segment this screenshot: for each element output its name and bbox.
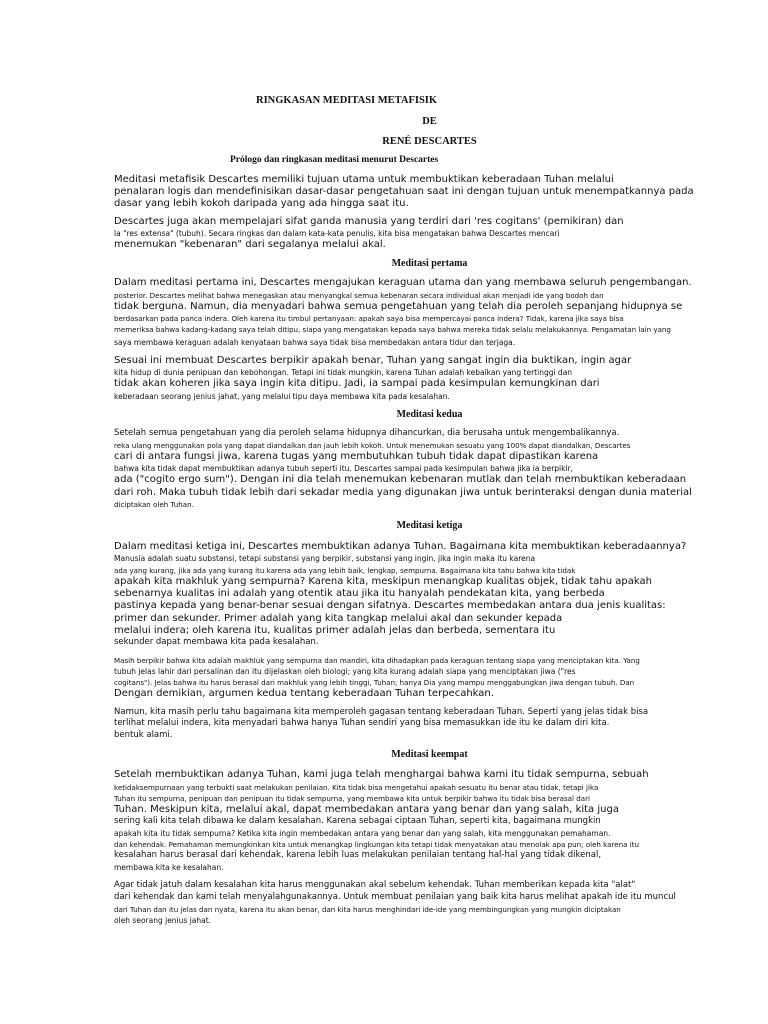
meditasi-ketiga-paragraph-2: Masih berpikir bahwa kita adalah makhluk yang sempurna dan mandiri, kita dihadapkan pada keraguan tentang siapa yang menciptakan kita. Yang tubuh jelas lahir dari persalinan dan itu dijelaskan oleh biologi; yang kita kurang adalah siapa yang menciptakan jiwa ("res cogitans"). Jelas bahwa itu harus berasal dari makhluk yang lebih tinggi, Tuhan; hanya Dia yang mampu menggabungkan jiwa dengan tubuh. Dan Dengan demikian, argumen kedua tentang keberadaan Tuhan terpecahkan. [114,655,640,700]
intro-paragraph: Meditasi metafisik Descartes memiliki tujuan utama untuk membuktikan keberadaan Tuhan melalui penalaran logis dan mendefinisikan dasar-dasar pengetahuan saat ini dengan tujuan untuk menempatkannya pada dasar yang lebih kokoh daripada yang ada hingga saat itu. [114,174,694,210]
meditasi-ketiga-paragraph-1: Dalam meditasi ketiga ini, Descartes membuktikan adanya Tuhan. Bagaimana kita membuktikan keberadaannya? Manusia adalah suatu substansi, tetapi substansi yang berpikir, substansi yang ingin, jika ingin maka itu karena ada yang kurang, jika ada yang kurang itu karena ada yang lebih baik, lengkap, sempurna. Bagaimana kita tahu bahwa kita tidak apakah kita makhluk yang sempurna? Karena kita, meskipun menangkap kualitas objek, tidak tahu apakah sebenarnya kualitas ini adalah yang otentik atau jika itu hanyalah pendekatan kita, yang berbeda pastinya kepada yang benar-benar sesuai dengan sifatnya. Descartes membedakan antara dua jenis kualitas: primer dan sekunder. Primer adalah yang kita tangkap melalui akal dan sekunder kepada melalui indera; oleh karena itu, kualitas primer adalah jelas dan berbeda, sementara itu sekunder dapat membawa kita pada kesalahan. [114,541,687,647]
meditasi-kedua-paragraph: Setelah semua pengetahuan yang dia peroleh selama hidupnya dihancurkan, dia berusaha untuk mengembalikannya. reka ulang menggunakan pola yang dapat diandalkan dan jauh lebih kokoh. Untuk menemukan sesuatu yang 100% dapat diandalkan, Descartes cari di antara fungsi jiwa, karena tugas yang membutuhkan tubuh tidak dapat dipastikan karena bahwa kita tidak dapat membuktikan adanya tubuh seperti itu. Descartes sampai pada kesimpulan bahwa jika ia berpikir, ada ("cogito ergo sum"). Dengan ini dia telah menemukan kebenaran mutlak dan telah membuktikan keberadaan dari roh. Maka tubuh tidak lebih dari sekadar media yang digunakan jiwa untuk berinteraksi dengan dunia material diciptakan oleh Tuhan. [114,428,692,509]
document-de: DE [422,115,437,127]
meditasi-ketiga-paragraph-3: Namun, kita masih perlu tahu bagaimana kita memperoleh gagasan tentang keberadaan Tuhan. Seperti yang jelas tidak bisa terlihat melalui indera, kita menyadari bahwa hanya Tuhan sendiri yang bisa memasukkan ide itu ke dalam diri kita. bentuk alami. [114,706,649,740]
meditasi-keempat-paragraph-2: Agar tidak jatuh dalam kesalahan kita harus menggunakan akal sebelum kehendak. Tuhan memberikan kepada kita "alat" dari kehendak dan kami telah menyalahgunakannya. Untuk membuat penilaian yang baik kita harus melihat apakah ide itu muncul dari Tuhan dan itu jelas dan nyata, karena itu akan benar, dan kita harus menghindari ide-ide yang membingungkan yang mungkin diciptakan oleh seorang jenius jahat. [114,880,676,925]
section-heading-meditasi-pertama: Meditasi pertama [391,258,468,270]
document-title: RINGKASAN MEDITASI METAFISIK [256,95,438,106]
section-heading-meditasi-ketiga: Meditasi ketiga [396,520,463,532]
meditasi-keempat-paragraph-1: Setelah membuktikan adanya Tuhan, kami juga telah menghargai bahwa kami itu tidak sempurna, sebuah ketidaksempurnaan yang terbukti saat melakukan penilaian. Kita tidak bisa mengetahui apakah sesuatu itu benar atau tidak, tetapi jika Tuhan itu sempurna, penipuan dan penipuan itu tidak sempurna, yang membawa kita untuk berpikir bahwa itu tidak bisa berasal dari Tuhan. Meskipun kita, melalui akal, dapat membedakan antara yang benar dan yang salah, kita juga sering kali kita telah dibawa ke dalam kesalahan. Karena sebagai ciptaan Tuhan, seperti kita, bagaimana mungkin apakah kita itu tidak sempurna? Ketika kita ingin membedakan antara yang benar dan yang salah, kita menggunakan pemahaman. dan kehendak. Pemahaman memungkinkan kita untuk menangkap lingkungan kita tetapi tidak menyatakan atau menolak apa pun; oleh karena itu kesalahan harus berasal dari kehendak, karena lebih luas melakukan penilaian tentang hal-hal yang tidak dikenal, membawa kita ke kesalahan. [114,769,649,872]
intro-paragraph-2: Descartes juga akan mempelajari sifat ganda manusia yang terdiri dari 'res cogitans' (pemikiran) dan la "res extensa" (tubuh). Secara ringkas dan dalam kata-kata penulis, kita bisa mengatakan bahwa Descartes mencari menemukan "kebenaran" dari segalanya melalui akal. [114,215,624,251]
meditasi-pertama-paragraph-1: Dalam meditasi pertama ini, Descartes mengajukan keraguan utama dan yang membawa seluruh pengembangan. posterior. Descartes melihat bahwa menegaskan atau menyangkal semua kebenaran secara individual akan menjadi ide yang bodoh dan tidak berguna. Namun, dia menyadari bahwa semua pengetahuan yang telah dia peroleh sepanjang hidupnya se berdasarkan pada panca indera. Oleh karena itu timbul pertanyaan: apakah saya bisa mempercayai panca indera? Tidak, karena jika saya bisa memeriksa bahwa kadang-kadang saya telah ditipu, siapa yang mengatakan kepada saya bahwa mereka tidak selalu melakukannya. Pengamatan lain yang saya membawa keraguan adalah kenyataan bahwa saya tidak bisa membedakan antara tidur dan terjaga. [114,277,692,348]
document-page [114,96,710,926]
document-author: RENÉ DESCARTES [382,136,477,147]
section-heading-meditasi-keempat: Meditasi keempat [391,749,468,761]
prolog-heading: Prólogo dan ringkasan meditasi menurut Descartes [230,154,439,165]
section-heading-meditasi-kedua: Meditasi kedua [396,409,463,421]
meditasi-pertama-paragraph-2: Sesuai ini membuat Descartes berpikir apakah benar, Tuhan yang sangat ingin dia buktikan, ingin agar kita hidup di dunia penipuan dan kebohongan. Tetapi ini tidak mungkin, karena Tuhan adalah kebaikan yang tertinggi dan tidak akan koheren jika saya ingin kita ditipu. Jadi, ia sampai pada kesimpulan kemungkinan dari keberadaan seorang jenius jahat, yang melalui tipu daya membawa kita pada kesalahan. [114,354,632,401]
